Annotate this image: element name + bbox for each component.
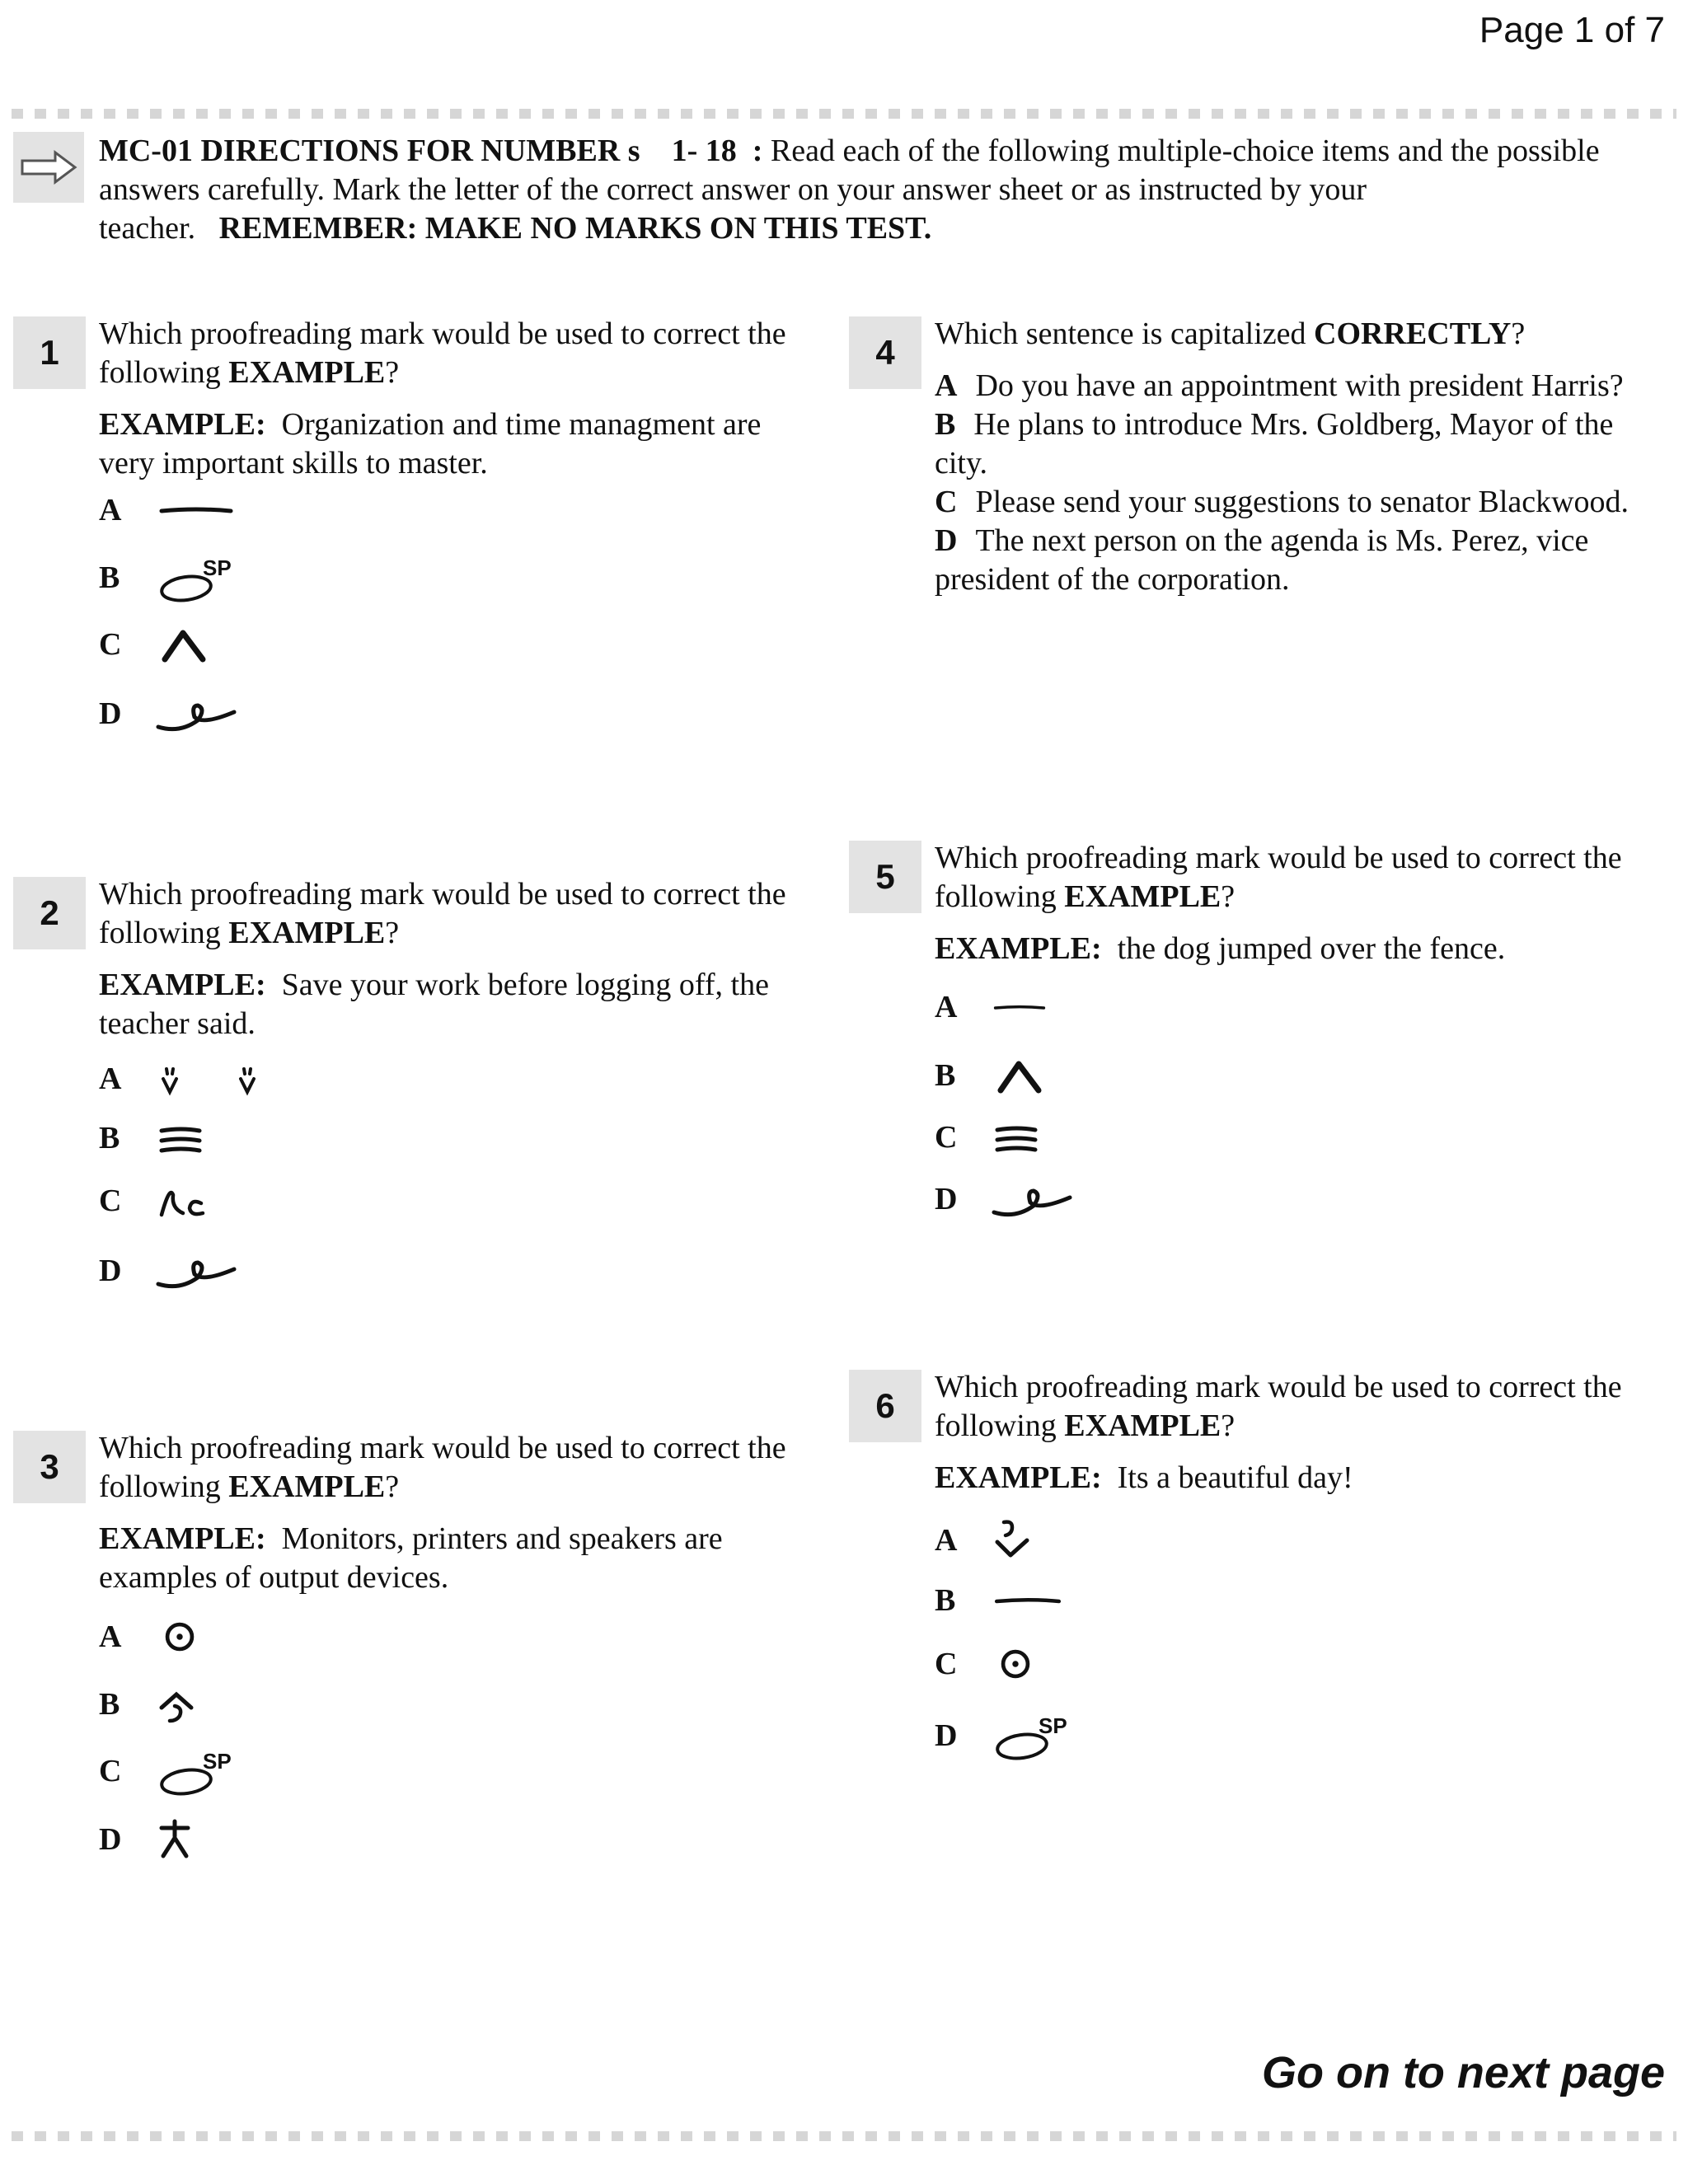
option-a[interactable]: A Do you have an appointment with president Harris? [935, 368, 1624, 403]
option-b[interactable]: B He plans to introduce Mrs. Goldberg, Mayor of the city. [935, 407, 1614, 480]
directions-range: 1- 18 [671, 134, 737, 168]
question-stem: Which proofreading mark would be used to correct the following EXAMPLE? [99, 877, 786, 950]
spelling-mark-icon [155, 551, 237, 605]
apostrophe-insert-icon [991, 1517, 1035, 1563]
option-c[interactable]: C [99, 621, 213, 668]
option-a[interactable]: A [99, 1060, 262, 1099]
bottom-divider [12, 2131, 1676, 2141]
page-number: Page 1 of 7 [1479, 10, 1665, 50]
capitalize-mark-icon [991, 1115, 1042, 1160]
directions-body: Read each of the following multiple-choice items and the possible answers carefully. Mark the letter of the correct answer on your answer sheet or as instructed by your teacher. [99, 134, 1600, 246]
underline-mark-icon [991, 991, 1048, 1024]
question-number-badge: 4 [849, 316, 921, 389]
question-1 [99, 315, 799, 755]
question-stem: Which proofreading mark would be used to correct the following EXAMPLE? [99, 316, 786, 390]
question-stem: Which sentence is capitalized CORRECTLY? [935, 316, 1526, 351]
question-number-badge: 6 [849, 1370, 921, 1442]
question-5 [935, 839, 1652, 1224]
question-example: EXAMPLE: Monitors, printers and speakers are examples of output devices. [99, 1521, 723, 1595]
directions-colon: : [752, 134, 763, 168]
question-stem: Which proofreading mark would be used to correct the following EXAMPLE? [935, 1370, 1622, 1443]
question-number-badge: 5 [849, 841, 921, 913]
underline-mark-icon [155, 494, 237, 527]
caret-insert-icon [155, 621, 213, 668]
option-a[interactable]: A [99, 1614, 204, 1660]
question-example: EXAMPLE: Its a beautiful day! [935, 1460, 1353, 1495]
spelling-mark-icon [991, 1708, 1073, 1763]
option-d[interactable]: D [99, 1246, 237, 1296]
option-a[interactable]: A [99, 491, 237, 530]
directions-remember: REMEMBER: MAKE NO MARKS ON THIS TEST. [218, 211, 932, 246]
option-b[interactable]: B [99, 1116, 206, 1160]
question-3 [99, 1429, 799, 1877]
option-b[interactable]: B [935, 1582, 1065, 1620]
go-to-next-page: Go on to next page [1261, 2048, 1665, 2097]
delete-mark-icon [155, 689, 237, 738]
spelling-mark-icon [155, 1744, 237, 1798]
option-c[interactable]: C [935, 1641, 1040, 1687]
option-b[interactable]: B [935, 1052, 1048, 1099]
option-a[interactable]: A [935, 1517, 1035, 1563]
lowercase-mark-icon [155, 1179, 209, 1223]
delete-mark-icon [155, 1246, 237, 1296]
question-2 [99, 875, 799, 1307]
top-divider [12, 109, 1676, 119]
question-example: EXAMPLE: Organization and time managment are very important skills to master. [99, 407, 762, 480]
question-4 [935, 315, 1652, 599]
option-c[interactable]: C [99, 1179, 209, 1223]
period-mark-icon [155, 1614, 204, 1660]
question-stem: Which proofreading mark would be used to correct the following EXAMPLE? [935, 841, 1622, 914]
space-insert-icon [155, 1816, 196, 1863]
delete-mark-icon [991, 1174, 1073, 1224]
option-d[interactable]: D [935, 1708, 1073, 1763]
question-number-badge: 3 [13, 1431, 86, 1503]
option-b[interactable]: B [99, 551, 237, 605]
option-b[interactable]: B [99, 1681, 201, 1727]
option-c[interactable]: C [935, 1115, 1042, 1160]
directions-prefix: MC-01 DIRECTIONS FOR NUMBER s [99, 134, 640, 168]
option-d[interactable]: D [99, 1816, 196, 1863]
option-d[interactable]: D [935, 1174, 1073, 1224]
underline-mark-icon [991, 1585, 1065, 1618]
question-stem: Which proofreading mark would be used to correct the following EXAMPLE? [99, 1431, 786, 1504]
option-a[interactable]: A [935, 988, 1048, 1027]
option-d[interactable]: D The next person on the agenda is Ms. Perez, vice president of the corporation. [935, 523, 1589, 597]
question-number-badge: 1 [13, 316, 86, 389]
option-c[interactable]: C Please send your suggestions to senator Blackwood. [935, 485, 1629, 519]
option-d[interactable]: D [99, 689, 237, 738]
option-c[interactable]: C [99, 1744, 237, 1798]
question-example: EXAMPLE: Save your work before logging off, the teacher said. [99, 968, 769, 1041]
question-6 [935, 1368, 1652, 1769]
directions-text [99, 132, 1632, 248]
question-example: EXAMPLE: the dog jumped over the fence. [935, 931, 1506, 966]
quotation-marks-icon [155, 1061, 262, 1099]
caret-insert-icon [991, 1052, 1048, 1099]
question-number-badge: 2 [13, 877, 86, 949]
capitalize-mark-icon [155, 1116, 206, 1160]
directions-arrow-box [13, 132, 84, 203]
arrow-right-icon [19, 148, 78, 187]
period-mark-icon [991, 1641, 1040, 1687]
comma-insert-icon [155, 1681, 201, 1727]
